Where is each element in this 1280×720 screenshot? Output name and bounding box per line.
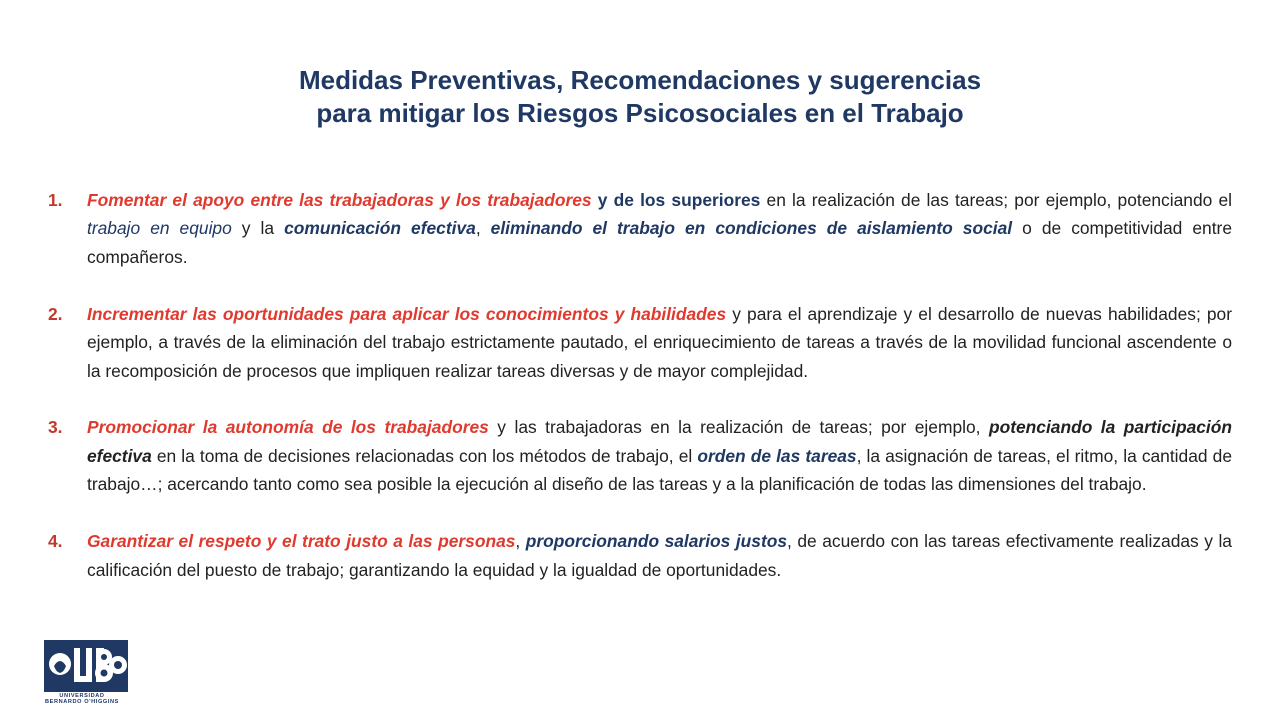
item-text: en la realización de las tareas; por ejemplo, potenciando el — [760, 190, 1232, 210]
ubo-logo — [26, 640, 119, 706]
item-number: 3. — [48, 417, 63, 438]
item-text: y para el aprendizaje y el desarrollo de nuevas habilidades; por ejemplo, a través de la eliminación del trabajo estrictamente pautado, el enriquecimiento de tareas a través de la movilidad funcional ascendente o la recomposición de procesos que impliquen realizar tareas diversas y de mayor complejidad. — [87, 303, 1232, 381]
item-emphasis: trabajo en equipo — [87, 218, 232, 239]
measures-list — [48, 186, 1232, 612]
logo-line-2: BERNARDO O'HIGGINS — [45, 699, 119, 706]
item-emphasis: comunicación efectiva — [284, 218, 476, 239]
item-text: , — [515, 531, 526, 552]
item-emphasis: proporcionando salarios justos — [525, 531, 788, 552]
item-text: y las trabajadoras en la realización de tareas; por ejemplo, — [488, 417, 989, 438]
list-item-4 — [48, 527, 1232, 584]
item-text: , la asignación de tareas, el ritmo, la cantidad de trabajo…; acercando tanto como sea posible la ejecución al diseño de las tareas y a la planificación de todas las dimensiones del trabajo. — [87, 445, 1232, 495]
item-number: 4. — [48, 531, 63, 552]
title-line-2: para mitigar los Riesgos Psicosociales en el Trabajo — [316, 98, 964, 128]
item-emphasis: eliminando el trabajo en condiciones de aislamiento social — [490, 218, 1013, 239]
item-lead: Promocionar la autonomía de los trabajadores — [87, 417, 489, 438]
logo-line-1: UNIVERSIDAD — [59, 693, 105, 699]
ubo-logo-icon — [44, 640, 128, 692]
item-text: , — [475, 218, 491, 239]
list-item-2 — [48, 300, 1232, 385]
slide-title — [130, 64, 1150, 130]
item-lead: Garantizar el respeto y el trato justo a las personas — [87, 531, 516, 552]
item-text: y la — [231, 218, 285, 239]
item-number: 1. — [48, 190, 63, 210]
item-text: , de acuerdo con las tareas efectivamente realizadas y la calificación del puesto de trabajo; garantizando la equidad y la igualdad de oportunidades. — [87, 531, 1232, 580]
item-text: y de los — [591, 190, 672, 210]
logo-caption — [28, 693, 136, 705]
list-item-1 — [48, 186, 1232, 271]
title-line-1: Medidas Preventivas, Recomendaciones y sugerencias — [298, 65, 982, 95]
item-lead: Incrementar las oportunidades para aplicar los conocimientos y habilidades — [87, 303, 727, 324]
item-emphasis: potenciando la participación efectiva — [87, 417, 1233, 466]
item-text: superiores — [671, 190, 761, 210]
item-lead: Fomentar el apoyo entre las trabajadoras y los trabajadores — [87, 190, 592, 210]
item-number: 2. — [48, 303, 63, 324]
item-text: en la toma de decisiones relacionadas con los métodos de trabajo, el — [151, 445, 698, 466]
item-emphasis: orden de las tareas — [697, 445, 857, 466]
list-item-3 — [48, 413, 1232, 498]
item-text: o de competitividad entre compañeros. — [87, 218, 1233, 267]
